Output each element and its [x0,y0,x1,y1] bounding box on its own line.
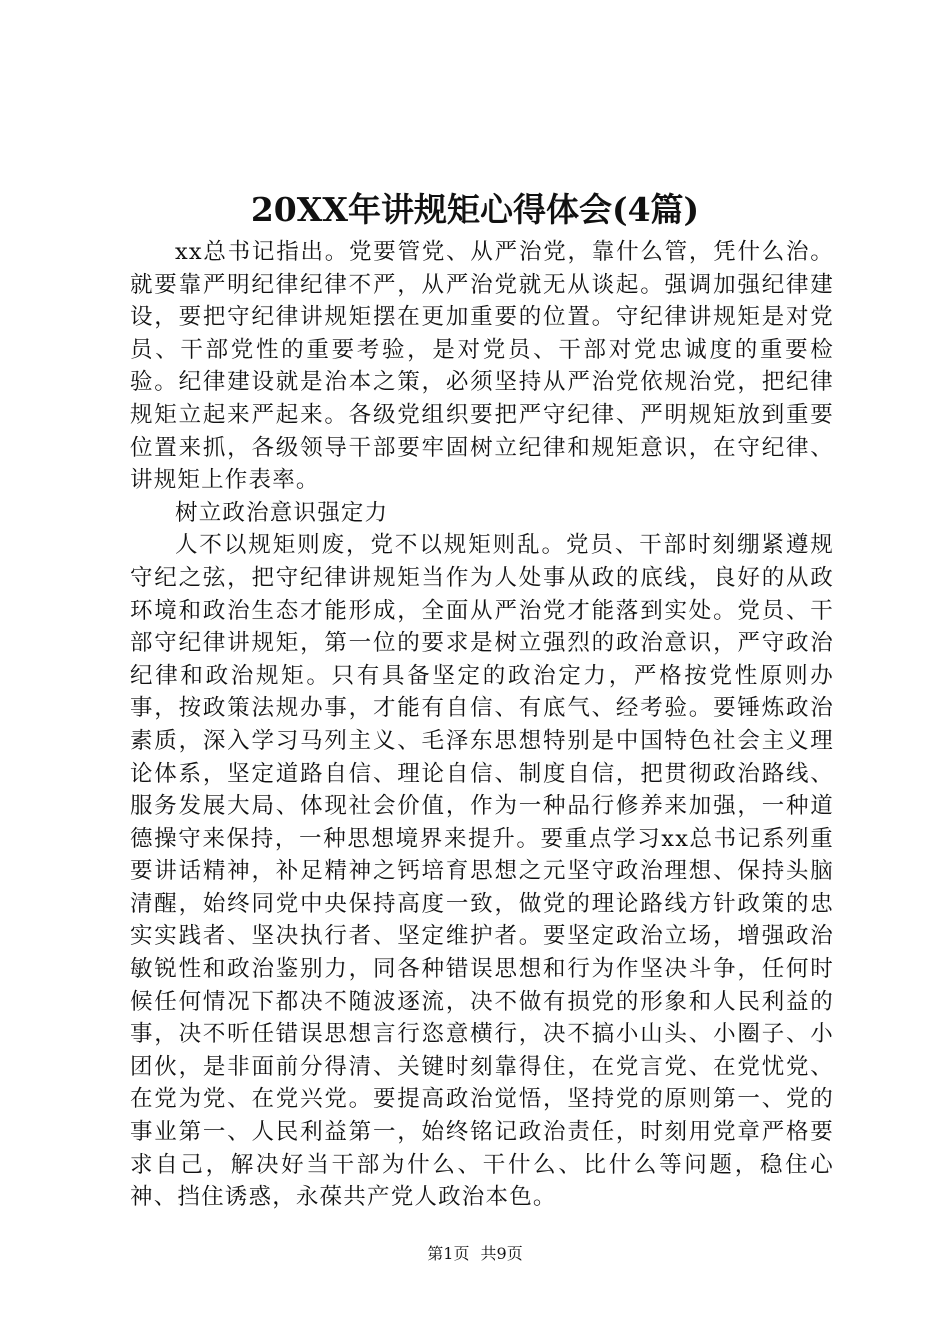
page-number-total: 共9页 [480,1244,523,1263]
paragraph-political-awareness: 人不以规矩则废，党不以规矩则乱。党员、干部时刻绷紧遵规守纪之弦，把守纪律讲规矩当作为人处事从政的底线，良好的从政环境和政治生态才能形成，全面从严治党才能落到实处。党员、干部守纪律讲规矩，第一位的要求是树立强烈的政治意识，严守政治纪律和政治规矩。只有具备坚定的政治定力，严格按党性原则办事，按政策法规办事，才能有自信、有底气、经考验。要锤炼政治素质，深入学习马列主义、毛泽东思想特别是中国特色社会主义理论体系，坚定道路自信、理论自信、制度自信，把贯彻政治路线、服务发展大局、体现社会价值，作为一种品行修养来加强，一种道德操守来保持，一种思想境界来提升。要重点学习xx总书记系列重要讲话精神，补足精神之钙培育思想之元坚守政治理想、保持头脑清醒，始终同党中央保持高度一致，做党的理论路线方针政策的忠实实践者、坚决执行者、坚定维护者。要坚定政治立场，增强政治敏锐性和政治鉴别力，同各种错误思想和行为作坚决斗争，任何时候任何情况下都决不随波逐流，决不做有损党的形象和人民利益的事，决不听任错误思想言行恣意横行，决不搞小山头、小圈子、小团伙，是非面前分得清、关键时刻靠得住，在党言党、在党忧党、在党为党、在党兴党。要提高政治觉悟，坚持党的原则第一、党的事业第一、人民利益第一，始终铭记政治责任，时刻用党章严格要求自己，解决好当干部为什么、干什么、比什么等问题，稳住心神、挡住诱惑，永葆共产党人政治本色。 [130,532,834,1211]
document-title: 20XX年讲规矩心得体会(4篇) [250,190,700,229]
page-footer [0,1242,950,1266]
document-body [130,236,834,1214]
section-heading: 树立政治意识强定力 [175,499,389,526]
paragraph-intro: xx总书记指出。党要管党、从严治党，靠什么管，凭什么治。就要靠严明纪律纪律不严，从严治党就无从谈起。强调加强纪律建设，要把守纪律讲规矩摆在更加重要的位置。守纪律讲规矩是对党员、干部党性的重要考验，是对党员、干部对党忠诚度的重要检验。纪律建设就是治本之策，必须坚持从严治党依规治党，把纪律规矩立起来严起来。各级党组织要把严守纪律、严明规矩放到重要位置来抓，各级领导干部要牢固树立纪律和规矩意识，在守纪律、讲规矩上作表率。 [130,239,834,494]
page-number-current: 第1页 [427,1244,470,1263]
